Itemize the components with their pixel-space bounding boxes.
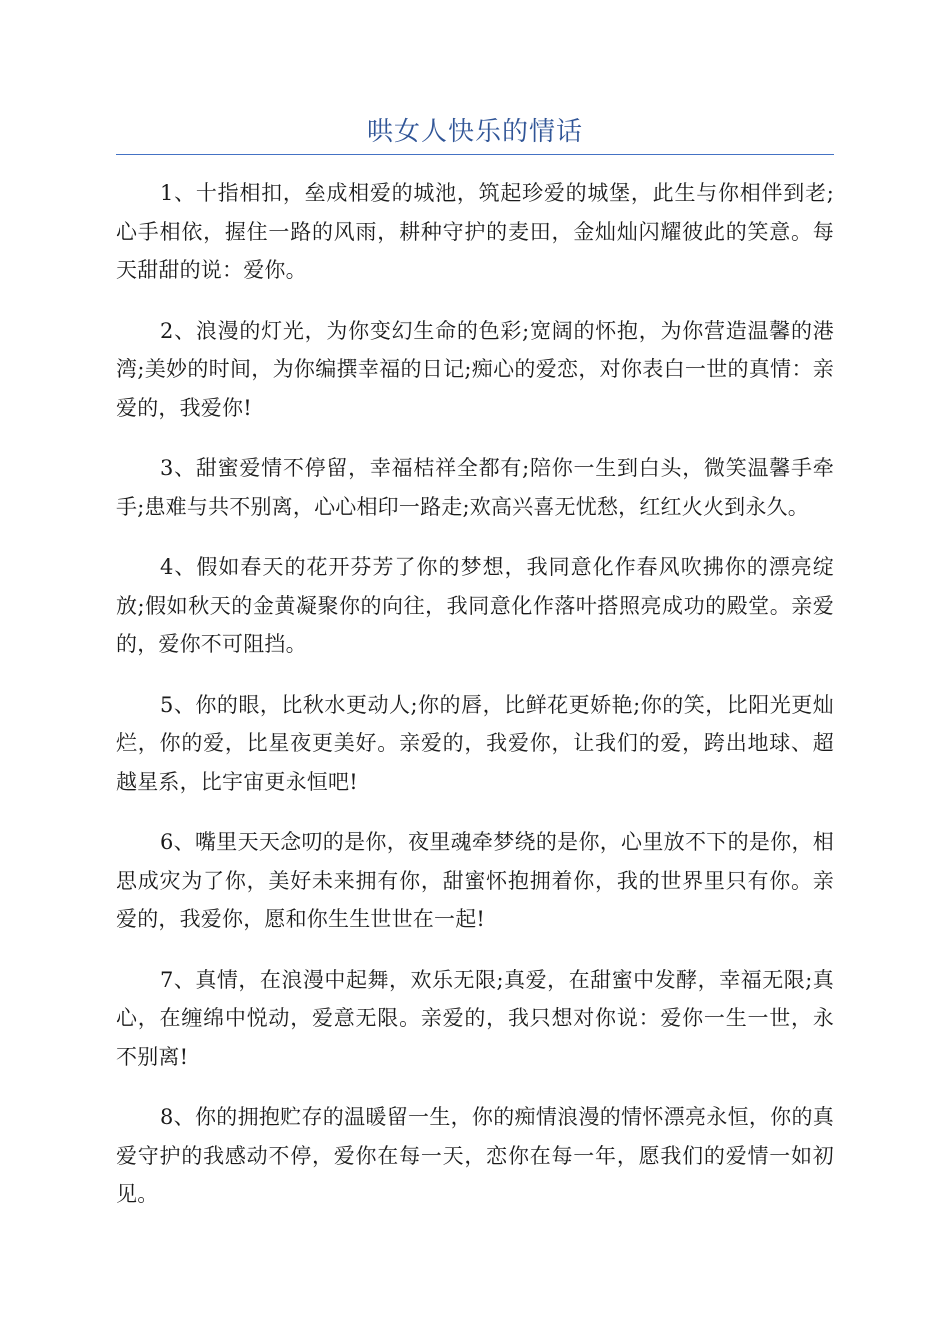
document-body xyxy=(116,174,834,1236)
paragraph-3: 3、甜蜜爱情不停留，幸福桔祥全都有;陪你一生到白头，微笑温馨手牵手;患难与共不别离，心心相印一路走;欢高兴喜无忧愁，红红火火到永久。 xyxy=(116,456,834,519)
paragraph-8: 8、你的拥抱贮存的温暖留一生，你的痴情浪漫的情怀漂亮永恒，你的真爱守护的我感动不停，爱你在每一天，恋你在每一年，愿我们的爱情一如初见。 xyxy=(116,1105,834,1206)
paragraph-7: 7、真情，在浪漫中起舞，欢乐无限;真爱，在甜蜜中发酵，幸福无限;真心，在缠绵中悦动，爱意无限。亲爱的，我只想对你说：爱你一生一世，永不别离! xyxy=(116,967,834,1069)
paragraph-2: 2、浪漫的灯光，为你变幻生命的色彩;宽阔的怀抱，为你营造温馨的港湾;美妙的时间，为你编撰幸福的日记;痴心的爱恋，对你表白一世的真情：亲爱的，我爱你! xyxy=(116,318,834,420)
paragraph-4: 4、假如春天的花开芬芳了你的梦想，我同意化作春风吹拂你的漂亮绽放;假如秋天的金黄凝聚你的向往，我同意化作落叶搭照亮成功的殿堂。亲爱的，爱你不可阻挡。 xyxy=(116,555,834,656)
document-title: 哄女人快乐的情话 xyxy=(366,117,583,147)
title-underline xyxy=(116,154,834,155)
paragraph-1: 1、十指相扣，垒成相爱的城池，筑起珍爱的城堡，此生与你相伴到老;心手相依，握住一路的风雨，耕种守护的麦田，金灿灿闪耀彼此的笑意。每天甜甜的说：爱你。 xyxy=(116,181,834,282)
paragraph-6: 6、嘴里天天念叨的是你，夜里魂牵梦绕的是你，心里放不下的是你，相思成灾为了你，美好未来拥有你，甜蜜怀抱拥着你，我的世界里只有你。亲爱的，我爱你，愿和你生生世世在一起! xyxy=(116,830,834,931)
paragraph-5: 5、你的眼，比秋水更动人;你的唇，比鲜花更娇艳;你的笑，比阳光更灿烂，你的爱，比星夜更美好。亲爱的，我爱你，让我们的爱，跨出地球、超越星系，比宇宙更永恒吧! xyxy=(116,692,834,794)
